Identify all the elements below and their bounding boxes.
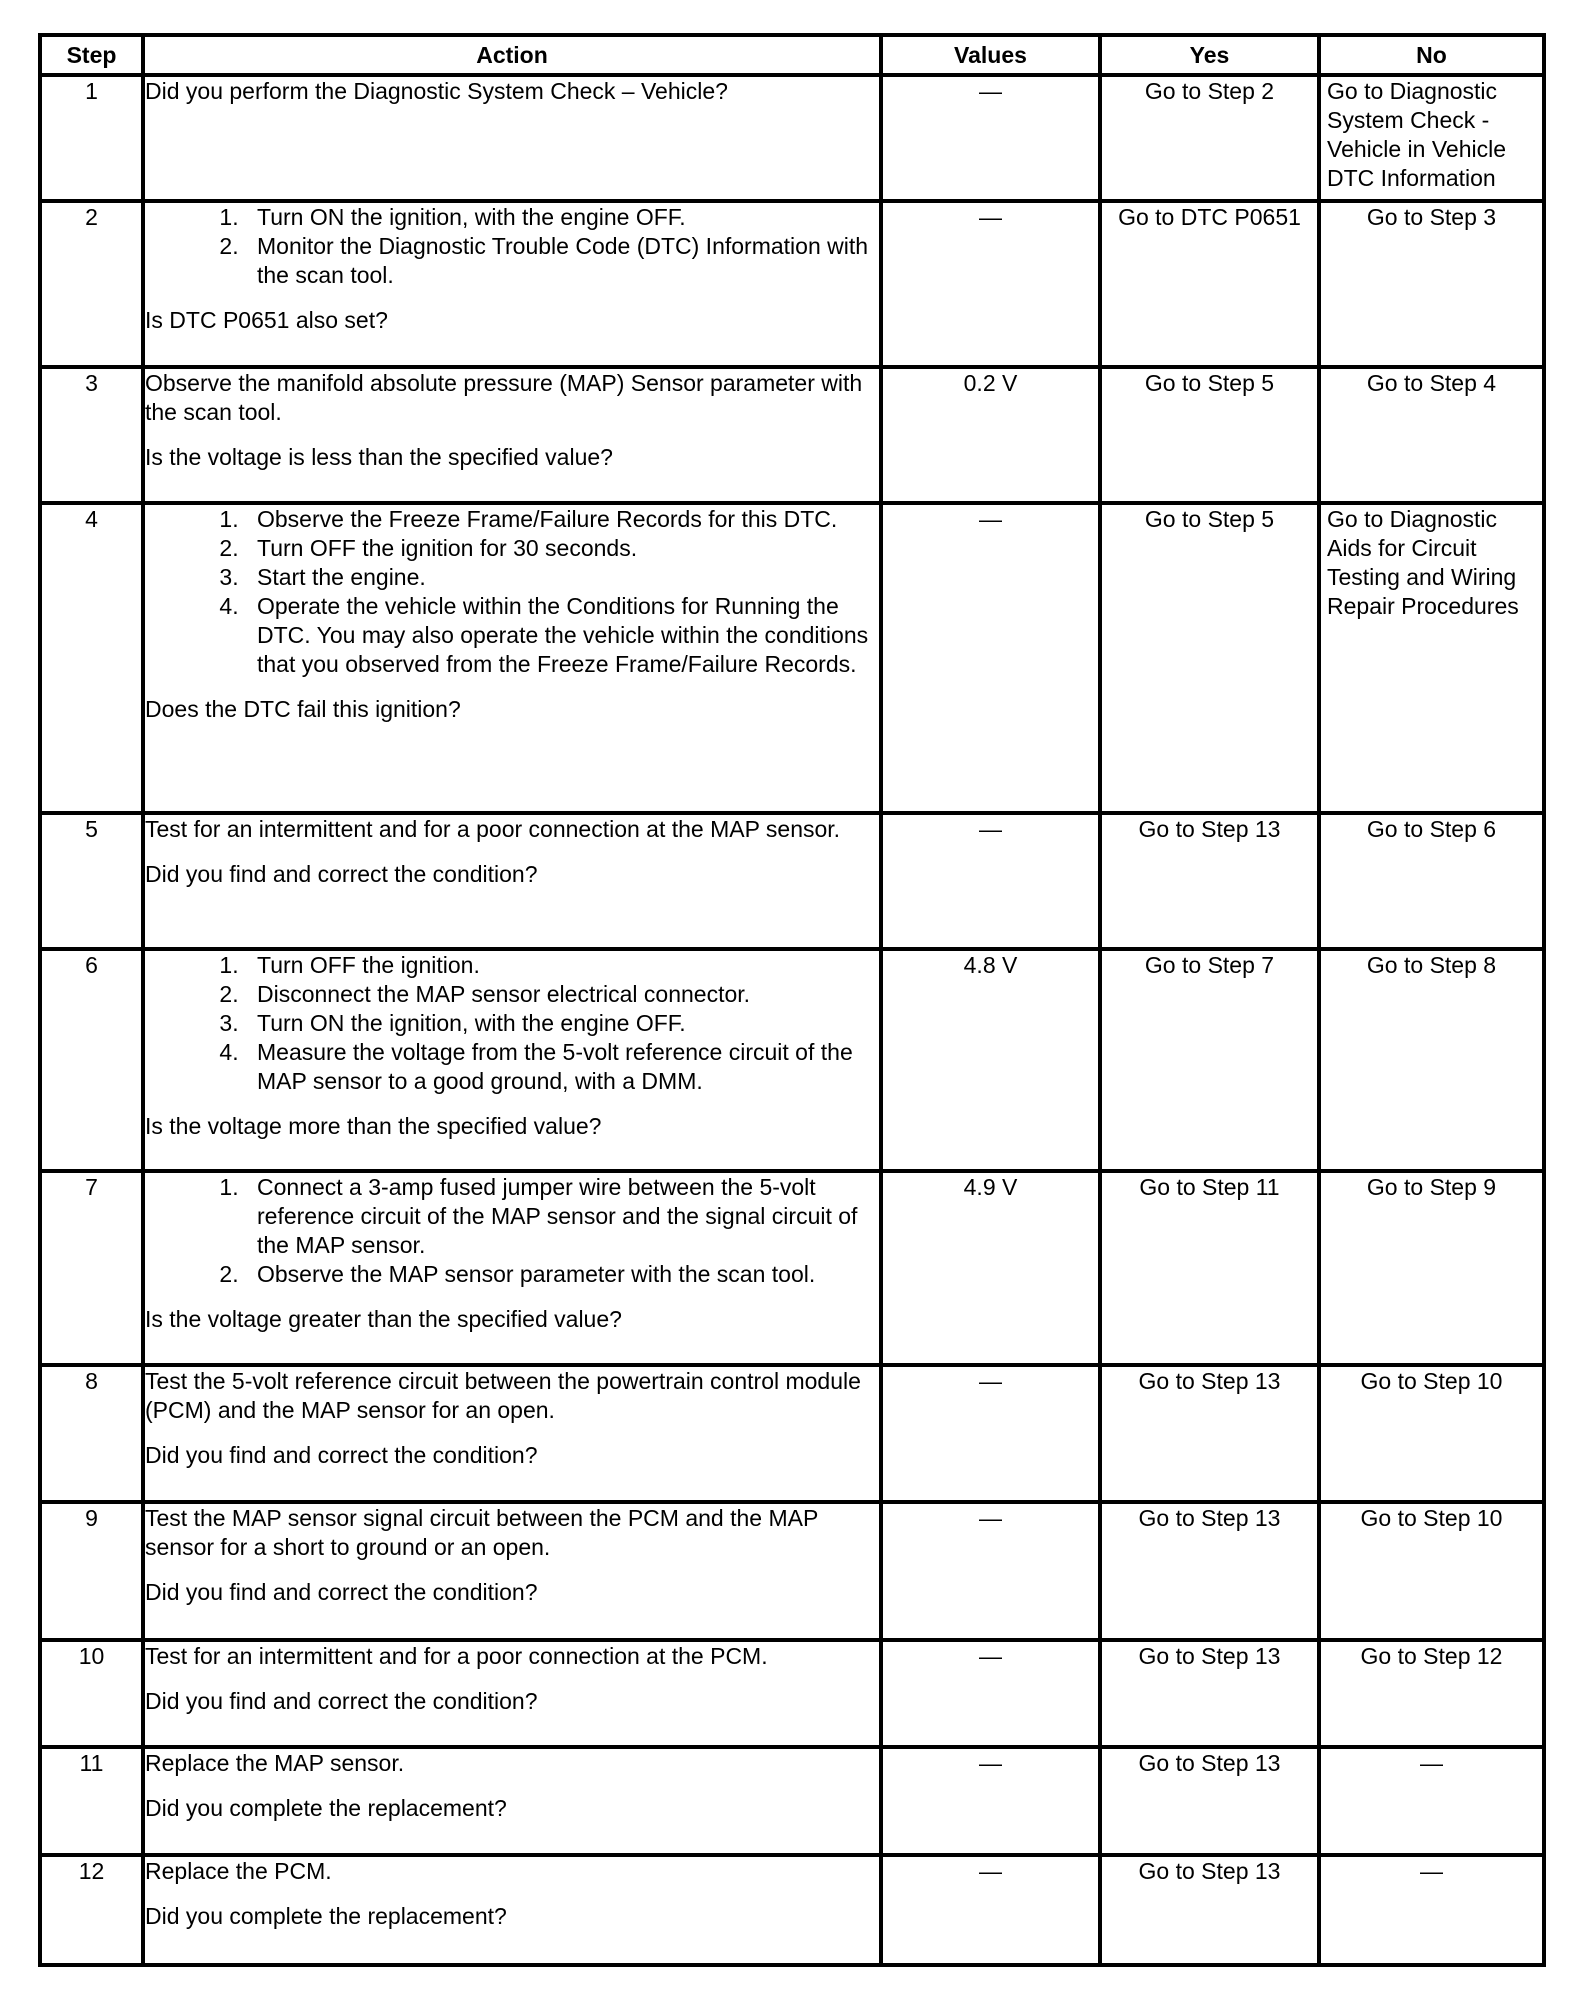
yes-cell: Go to Step 2: [1100, 75, 1319, 201]
header-values: Values: [881, 37, 1100, 75]
table-row: [42, 1855, 1542, 1963]
value-cell: 0.2 V: [881, 367, 1100, 503]
table-row: [42, 201, 1542, 367]
action-question: Is the voltage greater than the specified value?: [145, 1306, 622, 1332]
action-step: 4. Measure the voltage from the 5-volt reference circuit of the MAP sensor to a good ground, with a DMM.: [245, 1038, 879, 1096]
value-cell: 4.8 V: [881, 949, 1100, 1171]
action-cell: [143, 367, 881, 503]
action-question: Did you find and correct the condition?: [145, 1579, 538, 1605]
action-text: Did you perform the Diagnostic System Check – Vehicle?: [145, 78, 728, 104]
action-steps: [145, 203, 879, 290]
value-cell: —: [881, 1365, 1100, 1502]
action-question: Does the DTC fail this ignition?: [145, 696, 461, 722]
action-cell: [143, 503, 881, 813]
yes-cell: Go to Step 13: [1100, 1502, 1319, 1640]
action-step: 1. Connect a 3-amp fused jumper wire between the 5-volt reference circuit of the MAP sensor and the signal circuit of the MAP sensor.: [245, 1173, 879, 1260]
action-steps: [145, 951, 879, 1096]
no-cell: Go to Step 8: [1319, 949, 1542, 1171]
step-number: 9: [42, 1502, 143, 1640]
step-number: 10: [42, 1640, 143, 1747]
action-step: 1. Turn OFF the ignition.: [245, 951, 879, 980]
no-cell: Go to Diagnostic Aids for Circuit Testing and Wiring Repair Procedures: [1319, 503, 1542, 813]
step-number: 8: [42, 1365, 143, 1502]
action-text: Test the 5-volt reference circuit between the powertrain control module (PCM) and the MAP sensor for an open.: [145, 1368, 861, 1423]
action-cell: [143, 1640, 881, 1747]
action-cell: [143, 949, 881, 1171]
action-cell: [143, 1855, 881, 1963]
diagnostic-table-frame: [38, 33, 1546, 1967]
table-row: [42, 1365, 1542, 1502]
action-cell: [143, 75, 881, 201]
no-cell: Go to Step 10: [1319, 1502, 1542, 1640]
value-cell: 4.9 V: [881, 1171, 1100, 1365]
step-number: 5: [42, 813, 143, 949]
action-step: 4. Operate the vehicle within the Conditions for Running the DTC. You may also operate the vehicle within the conditions that you observed from the Freeze Frame/Failure Records.: [245, 592, 879, 679]
action-text: Replace the PCM.: [145, 1858, 332, 1884]
value-cell: —: [881, 813, 1100, 949]
yes-cell: Go to Step 7: [1100, 949, 1319, 1171]
action-step: 1. Turn ON the ignition, with the engine OFF.: [245, 203, 879, 232]
no-cell: Go to Step 4: [1319, 367, 1542, 503]
value-cell: —: [881, 503, 1100, 813]
step-number: 7: [42, 1171, 143, 1365]
table-row: [42, 1747, 1542, 1855]
no-cell: —: [1319, 1747, 1542, 1855]
action-cell: [143, 1502, 881, 1640]
table-row: [42, 1171, 1542, 1365]
table-row: [42, 949, 1542, 1171]
diagnostic-table: [42, 37, 1542, 1963]
value-cell: —: [881, 1640, 1100, 1747]
action-question: Did you find and correct the condition?: [145, 1442, 538, 1468]
action-text: Observe the manifold absolute pressure (MAP) Sensor parameter with the scan tool.: [145, 370, 863, 425]
value-cell: —: [881, 75, 1100, 201]
value-cell: —: [881, 1747, 1100, 1855]
header-yes: Yes: [1100, 37, 1319, 75]
step-number: 2: [42, 201, 143, 367]
table-row: [42, 75, 1542, 201]
table-row: [42, 503, 1542, 813]
header-no: No: [1319, 37, 1542, 75]
step-number: 6: [42, 949, 143, 1171]
table-header-row: [42, 37, 1542, 75]
action-text: Test for an intermittent and for a poor connection at the MAP sensor.: [145, 816, 841, 842]
action-step: 2. Disconnect the MAP sensor electrical connector.: [245, 980, 879, 1009]
action-question: Is the voltage more than the specified value?: [145, 1113, 602, 1139]
action-cell: [143, 1171, 881, 1365]
no-cell: Go to Step 12: [1319, 1640, 1542, 1747]
yes-cell: Go to Step 13: [1100, 1640, 1319, 1747]
action-question: Did you complete the replacement?: [145, 1903, 507, 1929]
no-cell: Go to Step 10: [1319, 1365, 1542, 1502]
action-text: Replace the MAP sensor.: [145, 1750, 405, 1776]
action-cell: [143, 813, 881, 949]
action-steps: [145, 1173, 879, 1289]
step-number: 12: [42, 1855, 143, 1963]
step-number: 11: [42, 1747, 143, 1855]
action-step: 2. Monitor the Diagnostic Trouble Code (DTC) Information with the scan tool.: [245, 232, 879, 290]
action-question: Did you find and correct the condition?: [145, 1688, 538, 1714]
yes-cell: Go to Step 13: [1100, 813, 1319, 949]
action-cell: [143, 1747, 881, 1855]
action-question: Did you find and correct the condition?: [145, 861, 538, 887]
yes-cell: Go to Step 5: [1100, 367, 1319, 503]
action-steps: [145, 505, 879, 679]
action-question: Is DTC P0651 also set?: [145, 307, 388, 333]
yes-cell: Go to Step 5: [1100, 503, 1319, 813]
value-cell: —: [881, 1855, 1100, 1963]
action-step: 3. Start the engine.: [245, 563, 879, 592]
no-cell: Go to Step 9: [1319, 1171, 1542, 1365]
yes-cell: Go to DTC P0651: [1100, 201, 1319, 367]
action-text: Test for an intermittent and for a poor connection at the PCM.: [145, 1643, 768, 1669]
table-row: [42, 1640, 1542, 1747]
action-question: Is the voltage is less than the specified value?: [145, 444, 613, 470]
action-text: Test the MAP sensor signal circuit between the PCM and the MAP sensor for a short to ground or an open.: [145, 1505, 818, 1560]
step-number: 4: [42, 503, 143, 813]
table-row: [42, 367, 1542, 503]
step-number: 1: [42, 75, 143, 201]
no-cell: —: [1319, 1855, 1542, 1963]
header-step: Step: [42, 37, 143, 75]
yes-cell: Go to Step 13: [1100, 1747, 1319, 1855]
yes-cell: Go to Step 11: [1100, 1171, 1319, 1365]
action-cell: [143, 1365, 881, 1502]
action-step: 1. Observe the Freeze Frame/Failure Records for this DTC.: [245, 505, 879, 534]
no-cell: Go to Diagnostic System Check - Vehicle in Vehicle DTC Information: [1319, 75, 1542, 201]
header-action: Action: [143, 37, 881, 75]
action-step: 2. Turn OFF the ignition for 30 seconds.: [245, 534, 879, 563]
step-number: 3: [42, 367, 143, 503]
value-cell: —: [881, 201, 1100, 367]
no-cell: Go to Step 3: [1319, 201, 1542, 367]
action-cell: [143, 201, 881, 367]
value-cell: —: [881, 1502, 1100, 1640]
action-step: 3. Turn ON the ignition, with the engine OFF.: [245, 1009, 879, 1038]
action-step: 2. Observe the MAP sensor parameter with the scan tool.: [245, 1260, 879, 1289]
action-question: Did you complete the replacement?: [145, 1795, 507, 1821]
yes-cell: Go to Step 13: [1100, 1855, 1319, 1963]
yes-cell: Go to Step 13: [1100, 1365, 1319, 1502]
table-row: [42, 1502, 1542, 1640]
no-cell: Go to Step 6: [1319, 813, 1542, 949]
table-row: [42, 813, 1542, 949]
